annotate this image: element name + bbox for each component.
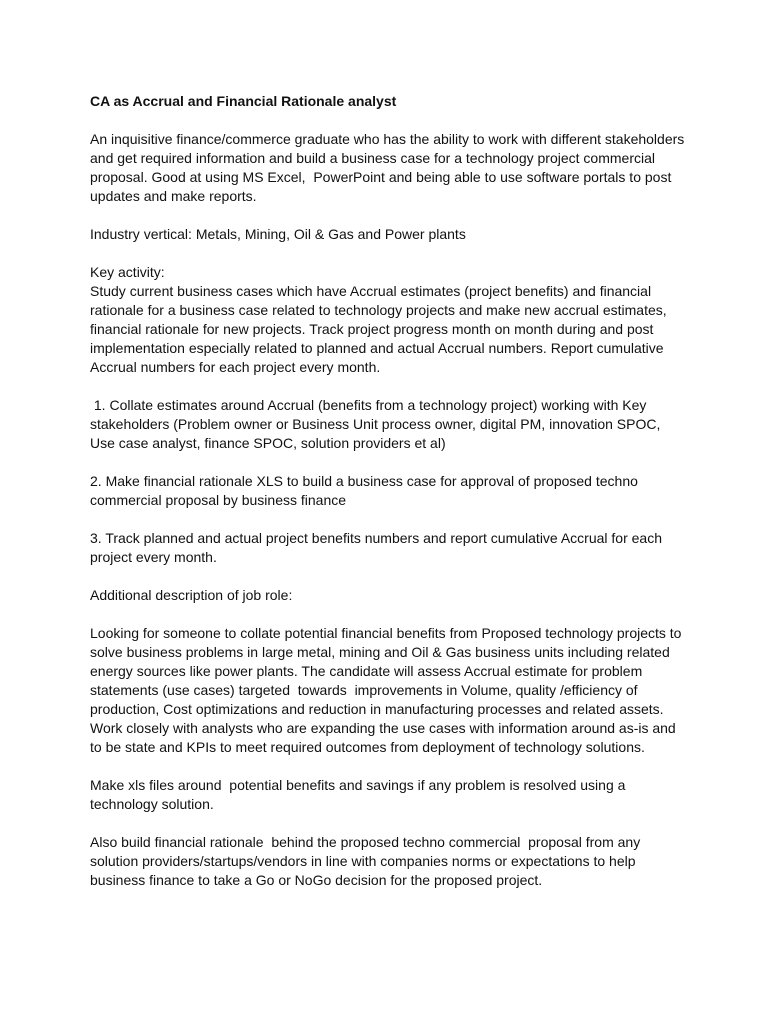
text-line: proposal. Good at using MS Excel, PowerPoint and being able to use software portals to post (90, 169, 672, 185)
text-line: production, Cost optimizations and reduction in manufacturing processes and related assets. (90, 701, 664, 717)
paragraph-item-1 (90, 396, 690, 453)
text-line: solution providers/startups/vendors in line with companies norms or expectations to help (90, 853, 636, 869)
paragraph-additional-heading (90, 586, 690, 605)
paragraph-key-activity (90, 263, 690, 377)
paragraph-industry-vertical (90, 225, 690, 244)
text-line: Work closely with analysts who are expanding the use cases with information around as-is and (90, 720, 676, 736)
text-line: Make xls files around potential benefits and savings if any problem is resolved using a (90, 777, 626, 793)
text-line: solve business problems in large metal, mining and Oil & Gas business units including related (90, 644, 670, 660)
text-line: Use case analyst, finance SPOC, solution providers et al) (90, 435, 446, 451)
text-line: Key activity: (90, 264, 165, 280)
text-line: commercial proposal by business finance (90, 492, 347, 508)
paragraph-summary (90, 130, 690, 206)
paragraph-role-description (90, 624, 690, 757)
text-line: and get required information and build a business case for a technology project commercial (90, 150, 655, 166)
text-line: Accrual numbers for each project every month. (90, 359, 381, 375)
text-line: project every month. (90, 549, 217, 565)
paragraph-xls-files (90, 776, 690, 814)
text-line: financial rationale for new projects. Track project progress month on month during and post (90, 321, 654, 337)
document-page (90, 92, 690, 909)
text-line: technology solution. (90, 796, 214, 812)
text-line: updates and make reports. (90, 188, 257, 204)
text-line: Additional description of job role: (90, 587, 293, 603)
text-line: implementation especially related to planned and actual Accrual numbers. Report cumulative (90, 340, 664, 356)
text-line: 1. Collate estimates around Accrual (benefits from a technology project) working with Key (90, 397, 647, 413)
paragraph-item-3 (90, 529, 690, 567)
text-line: business finance to take a Go or NoGo decision for the proposed project. (90, 872, 543, 888)
text-line: Looking for someone to collate potential financial benefits from Proposed technology projects to (90, 625, 682, 641)
paragraph-item-2 (90, 472, 690, 510)
text-line: stakeholders (Problem owner or Business Unit process owner, digital PM, innovation SPOC, (90, 416, 661, 432)
paragraph-financial-rationale (90, 833, 690, 890)
text-line: 2. Make financial rationale XLS to build a business case for approval of proposed techno (90, 473, 638, 489)
text-line: Study current business cases which have Accrual estimates (project benefits) and financial (90, 283, 652, 299)
text-line: Industry vertical: Metals, Mining, Oil & Gas and Power plants (90, 226, 466, 242)
document-title: CA as Accrual and Financial Rationale analyst (90, 93, 397, 109)
text-line: to be state and KPIs to meet required outcomes from deployment of technology solutions. (90, 739, 645, 755)
text-line: 3. Track planned and actual project benefits numbers and report cumulative Accrual for each (90, 530, 662, 546)
text-line: Also build financial rationale behind the proposed techno commercial proposal from any (90, 834, 641, 850)
text-line: energy sources like power plants. The candidate will assess Accrual estimate for problem (90, 663, 643, 679)
text-line: rationale for a business case related to technology projects and make new accrual estimates, (90, 302, 667, 318)
text-line: An inquisitive finance/commerce graduate who has the ability to work with different stakeholders (90, 131, 685, 147)
text-line: statements (use cases) targeted towards improvements in Volume, quality /efficiency of (90, 682, 638, 698)
